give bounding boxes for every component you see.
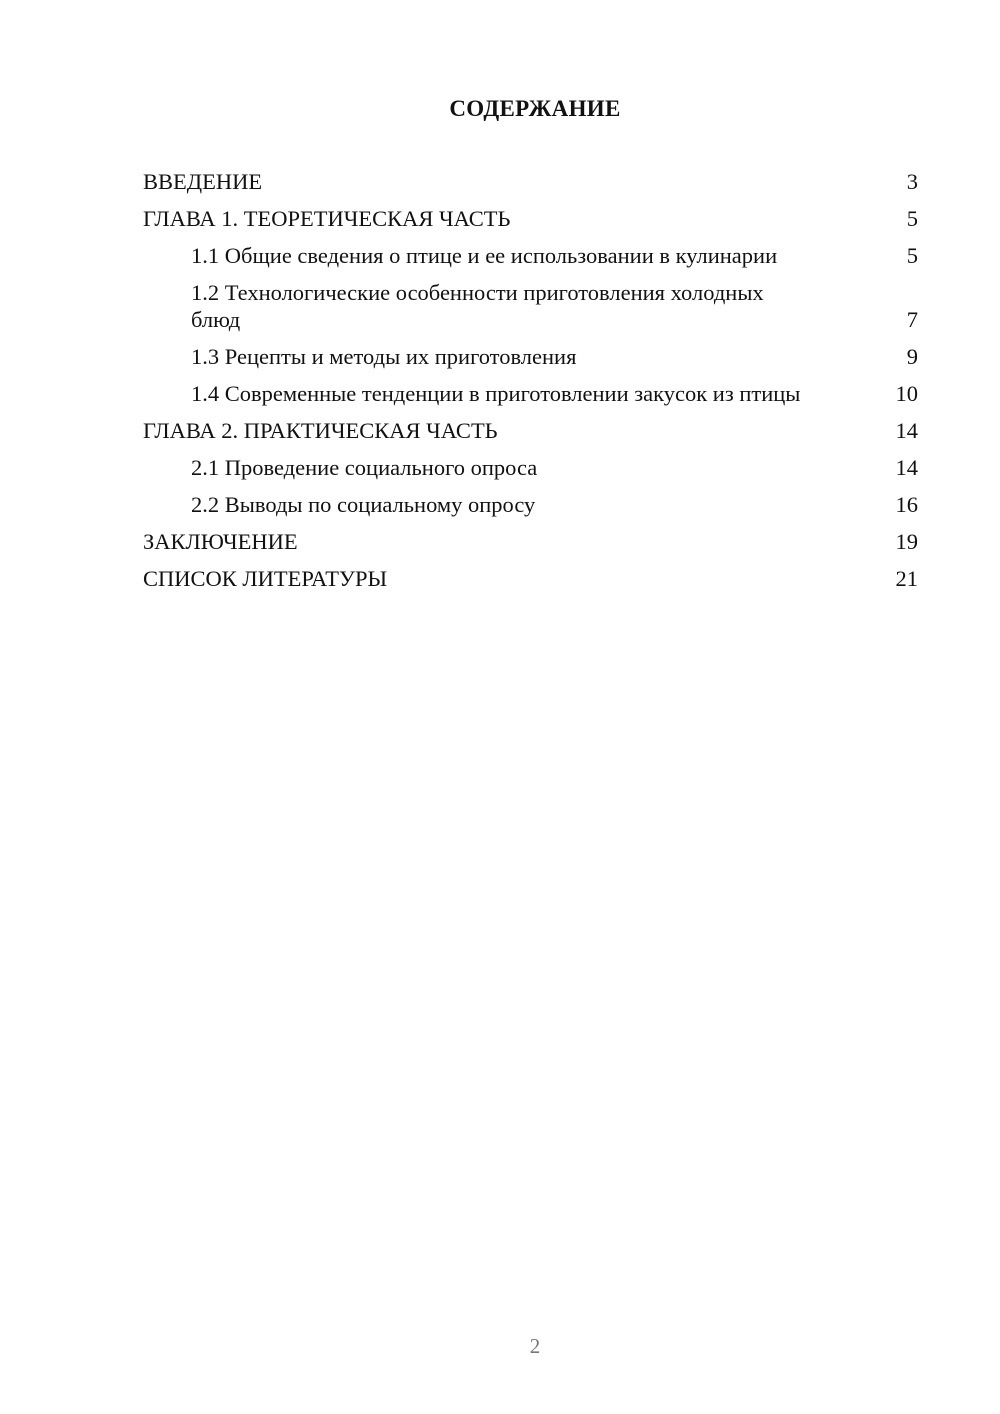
toc-entry-chapter-1[interactable] bbox=[143, 205, 918, 232]
toc-entry-page: 5 bbox=[906, 243, 918, 268]
toc-entry-page: 5 bbox=[906, 206, 918, 231]
toc-entry-bibliography[interactable] bbox=[143, 565, 918, 592]
toc-entry-label: ГЛАВА 1. ТЕОРЕТИЧЕСКАЯ ЧАСТЬ bbox=[143, 206, 511, 231]
toc-entry-label: 1.3 Рецепты и методы их приготовления bbox=[191, 344, 577, 369]
table-of-contents bbox=[143, 168, 918, 602]
toc-entry-section-1-1[interactable] bbox=[143, 242, 918, 269]
toc-entry-page: 7 bbox=[906, 307, 918, 332]
toc-entry-label: 2.2 Выводы по социальному опросу bbox=[191, 492, 536, 517]
toc-entry-page: 16 bbox=[895, 492, 918, 517]
toc-entry-page: 10 bbox=[895, 381, 918, 406]
toc-entry-section-1-2[interactable] bbox=[143, 279, 918, 333]
page-number: 2 bbox=[529, 1334, 541, 1358]
toc-entry-label: 1.2 Технологические особенности приготовления холодных блюд bbox=[191, 280, 764, 332]
toc-entry-section-2-2[interactable] bbox=[143, 491, 918, 518]
toc-entry-label: СПИСОК ЛИТЕРАТУРЫ bbox=[143, 566, 388, 591]
toc-entry-section-1-4[interactable] bbox=[143, 380, 918, 407]
toc-entry-page: 14 bbox=[895, 455, 918, 480]
toc-entry-page: 14 bbox=[895, 418, 918, 443]
toc-entry-label: 2.1 Проведение социального опроса bbox=[191, 455, 538, 480]
toc-entry-label: ГЛАВА 2. ПРАКТИЧЕСКАЯ ЧАСТЬ bbox=[143, 418, 498, 443]
toc-entry-chapter-2[interactable] bbox=[143, 417, 918, 444]
toc-entry-page: 3 bbox=[906, 169, 918, 194]
toc-entry-label: 1.4 Современные тенденции в приготовлении закусок из птицы bbox=[191, 381, 801, 406]
page-title: СОДЕРЖАНИЕ bbox=[449, 96, 621, 121]
toc-entry-section-2-1[interactable] bbox=[143, 454, 918, 481]
toc-entry-page: 9 bbox=[906, 344, 918, 369]
toc-entry-section-1-3[interactable] bbox=[143, 343, 918, 370]
toc-entry-label: ЗАКЛЮЧЕНИЕ bbox=[143, 529, 298, 554]
toc-entry-conclusion[interactable] bbox=[143, 528, 918, 555]
toc-entry-page: 19 bbox=[895, 529, 918, 554]
toc-entry-label: 1.1 Общие сведения о птице и ее использовании в кулинарии bbox=[191, 243, 778, 268]
toc-entry-label: ВВЕДЕНИЕ bbox=[143, 169, 263, 194]
toc-entry-page: 21 bbox=[895, 566, 918, 591]
toc-entry-introduction[interactable] bbox=[143, 168, 918, 195]
